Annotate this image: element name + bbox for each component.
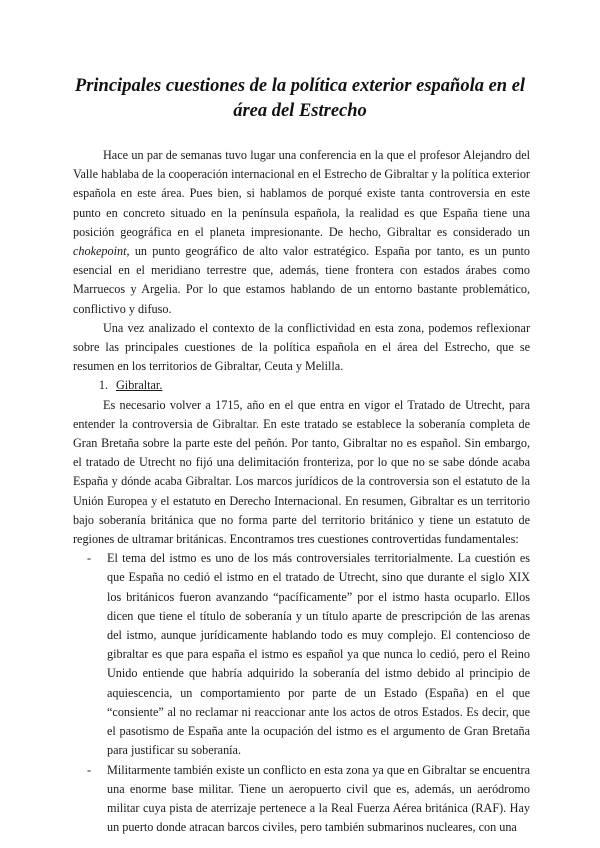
section-number: 1.: [98, 378, 108, 393]
intro-paragraph-1: [73, 146, 530, 319]
bullet-dash: -: [87, 762, 92, 777]
list-item: [73, 761, 530, 838]
intro-paragraph-1-rest: un punto geográfico de alto valor estratégico. España por tanto, es un punto esencial en el meridiano terrestre que, además, tiene frontera con estados árabes como Marruecos y Argelia. Por lo que estamos hablando de un entorno bastante problemático, conflictivo y difuso.: [73, 244, 530, 316]
bullet-dash: -: [87, 551, 92, 566]
bullet-text: El tema del istmo es uno de los más controversiales territorialmente. La cuestión es que España no cedió el istmo en el tratado de Utrecht, sino que durante el siglo XIX los británicos fueron avanzando “pacíficamente” por el istmo hasta ocuparlo. Ellos dicen que tiene el título de soberanía y un título aparte de prescripción de las arenas del istmo, aunque jurídicamente hablando todo es muy complejo. El contencioso de gibraltar es que para españa el istmo es español ya que nunca lo cedió, pero el Reino Unido entiende que habría adquirido la soberanía del istmo debido al principio de aquiescencia, un comportamiento por parte de un Estado (España) en el que “consiente” al no reclamar ni reaccionar ante los actos de otros Estados. Es decir, que el pasotismo de España ante la ocupación del istmo es el argumento de Gran Bretaña para justificar su soberanía.: [107, 551, 530, 758]
section-label: Gibraltar.: [116, 378, 163, 393]
section-heading-gibraltar: [73, 376, 530, 395]
gibraltar-paragraph: Es necesario volver a 1715, año en el que entra en vigor el Tratado de Utrecht, para entender la controversia de Gibraltar. En este tratado se establece la soberanía completa de Gran Bretaña sobre la parte este del peñón. Por tanto, Gibraltar no es español. Sin embargo, el tratado de Utrecht no fijó una delimitación fronteriza, por lo que no se sabe dónde acaba España y dónde acaba Gibraltar. Los marcos jurídicos de la controversia son el estatuto de la Unión Europea y el estatuto en Derecho Internacional. En resumen, Gibraltar es un territorio bajo soberanía británica que no forma parte del territorio británico y tiene un estatuto de regiones de ultramar británicas. Encontramos tres cuestiones controvertidas fundamentales:: [73, 397, 530, 547]
intro-paragraph-2: Una vez analizado el contexto de la conflictividad en esta zona, podemos reflexionar sobre las principales cuestiones de la política española en el área del Estrecho, que se resumen en los territorios de Gibraltar, Ceuta y Melilla.: [73, 320, 530, 374]
intro-paragraph-1-text: Hace un par de semanas tuvo lugar una conferencia en la que el profesor Alejandro del Valle hablaba de la cooperación internacional en el Estrecho de Gibraltar y la política exterior española en este área. Pues bien, si hablamos de porqué existe tanta controversia en este punto en concreto situado en la península española, la realidad es que España tiene una posición geográfica en el planeta impresionante. De hecho, Gibraltar es considerado un: [73, 148, 530, 239]
list-item: [73, 549, 530, 760]
document-body: [73, 146, 530, 837]
intro-paragraph-1-emphasis: chokepoint,: [73, 244, 130, 259]
document-title: Principales cuestiones de la política exterior española en el área del Estrecho: [74, 76, 526, 121]
bullet-text: Militarmente también existe un conflicto en esta zona ya que en Gibraltar se encuentra una enorme base militar. Tiene un aeropuerto civil que es, además, un aeródromo militar cuya pista de aterrizaje pertenece a la Real Fuerza Aérea británica (RAF). Hay un puerto donde atracan barcos civiles, pero también submarinos nucleares, con una: [107, 762, 530, 835]
